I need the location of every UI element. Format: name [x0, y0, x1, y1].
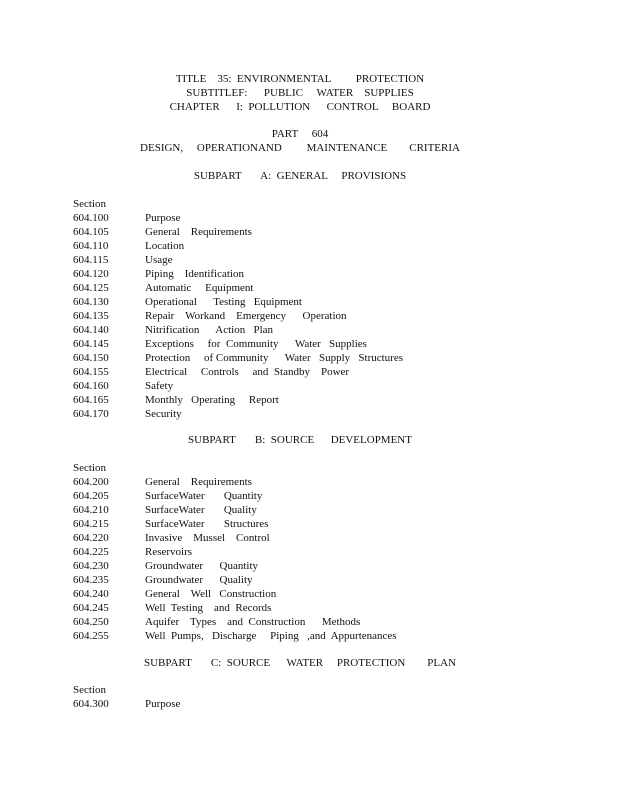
section-row: [73, 225, 252, 239]
section-row: [73, 365, 349, 379]
section-title: General Requirements: [145, 226, 252, 238]
subtitle-line: SUBTITLEF: PUBLIC WATER SUPPLIES: [186, 87, 414, 99]
section-number: 604.145: [73, 338, 109, 350]
section-title: Protection of Community Water Supply Structures: [145, 352, 404, 364]
section-number: 604.225: [73, 546, 109, 558]
chapter-line: CHAPTER I: POLLUTION CONTROL BOARD: [169, 101, 431, 113]
section-number: 604.205: [73, 490, 109, 502]
section-number: 604.120: [73, 268, 109, 280]
section-number: 604.300: [73, 698, 109, 710]
section-title: Repair Workand Emergency Operation: [145, 310, 347, 322]
section-row: [73, 531, 270, 545]
section-row: [73, 323, 273, 337]
section-number: 604.135: [73, 310, 109, 322]
title-line: TITLE 35: ENVIRONMENTAL PROTECTION: [175, 73, 425, 85]
section-row: [73, 697, 180, 711]
subpart-b-heading: SUBPART B: SOURCE DEVELOPMENT: [188, 434, 412, 446]
section-title: SurfaceWater Quantity: [145, 490, 263, 502]
section-row: [73, 573, 253, 587]
section-title: Monthly Operating Report: [145, 394, 279, 406]
section-number: 604.170: [73, 408, 109, 420]
section-number: 604.110: [73, 240, 109, 252]
section-row: [73, 351, 403, 365]
section-number: 604.250: [73, 616, 109, 628]
section-number: 604.215: [73, 518, 109, 530]
subpart-b-section-label: Section: [73, 462, 106, 474]
section-title: General Well Construction: [145, 588, 277, 600]
subpart-c-heading: SUBPART C: SOURCE WATER PROTECTION PLAN: [143, 657, 457, 669]
section-number: 604.230: [73, 560, 109, 572]
section-title: Security: [145, 408, 182, 420]
section-row: [73, 517, 268, 531]
section-title: Safety: [145, 380, 174, 392]
section-title: SurfaceWater Structures: [145, 518, 269, 530]
section-row: [73, 393, 279, 407]
section-number: 604.160: [73, 380, 109, 392]
section-title: Purpose: [145, 212, 181, 224]
section-row: [73, 407, 182, 421]
section-title: Nitrification Action Plan: [145, 324, 274, 336]
section-title: Well Testing and Records: [145, 602, 272, 614]
section-row: [73, 239, 184, 253]
subpart-a-section-label: Section: [73, 198, 106, 210]
section-number: 604.200: [73, 476, 109, 488]
section-title: Exceptions for Community Water Supplies: [145, 338, 367, 350]
section-number: 604.150: [73, 352, 109, 364]
section-title: Invasive Mussel Control: [145, 532, 270, 544]
section-row: [73, 475, 252, 489]
subpart-a-heading: SUBPART A: GENERAL PROVISIONS: [193, 170, 407, 182]
section-number: 604.105: [73, 226, 109, 238]
part-name-line: DESIGN, OPERATIONAND MAINTENANCE CRITERIA: [140, 142, 460, 154]
section-row: [73, 309, 347, 323]
section-title: Piping Identification: [145, 268, 244, 280]
section-row: [73, 267, 244, 281]
section-title: Reservoirs: [145, 546, 193, 558]
section-row: [73, 503, 257, 517]
section-number: 604.115: [73, 254, 109, 266]
section-title: Groundwater Quantity: [145, 560, 259, 572]
section-number: 604.165: [73, 394, 109, 406]
section-number: 604.240: [73, 588, 109, 600]
section-row: [73, 295, 302, 309]
section-number: 604.140: [73, 324, 109, 336]
section-row: [73, 253, 173, 267]
subpart-c-section-label: Section: [73, 684, 106, 696]
section-row: [73, 559, 258, 573]
section-row: [73, 379, 173, 393]
part-line: PART 604: [271, 128, 329, 140]
section-title: Electrical Controls and Standby Power: [145, 366, 350, 378]
section-title: Operational Testing Equipment: [145, 296, 302, 308]
section-title: Purpose: [145, 698, 181, 710]
section-number: 604.235: [73, 574, 109, 586]
section-number: 604.220: [73, 532, 109, 544]
section-number: 604.130: [73, 296, 109, 308]
section-title: General Requirements: [145, 476, 252, 488]
section-row: [73, 489, 262, 503]
section-number: 604.255: [73, 630, 109, 642]
section-row: [73, 211, 180, 225]
section-row: [73, 337, 367, 351]
section-row: [73, 615, 360, 629]
section-title: Groundwater Quality: [145, 574, 253, 586]
section-row: [73, 545, 192, 559]
section-number: 604.245: [73, 602, 109, 614]
section-number: 604.100: [73, 212, 109, 224]
section-title: Usage: [145, 254, 173, 266]
section-title: SurfaceWater Quality: [145, 504, 257, 516]
section-number: 604.155: [73, 366, 109, 378]
section-number: 604.125: [73, 282, 109, 294]
section-row: [73, 601, 271, 615]
section-title: Automatic Equipment: [145, 282, 254, 294]
section-title: Location: [145, 240, 185, 252]
section-title: Well Pumps, Discharge Piping ,and Appurtenances: [145, 630, 397, 642]
section-row: [73, 281, 253, 295]
section-title: Aquifer Types and Construction Methods: [145, 616, 361, 628]
section-number: 604.210: [73, 504, 109, 516]
section-row: [73, 629, 397, 643]
section-row: [73, 587, 276, 601]
